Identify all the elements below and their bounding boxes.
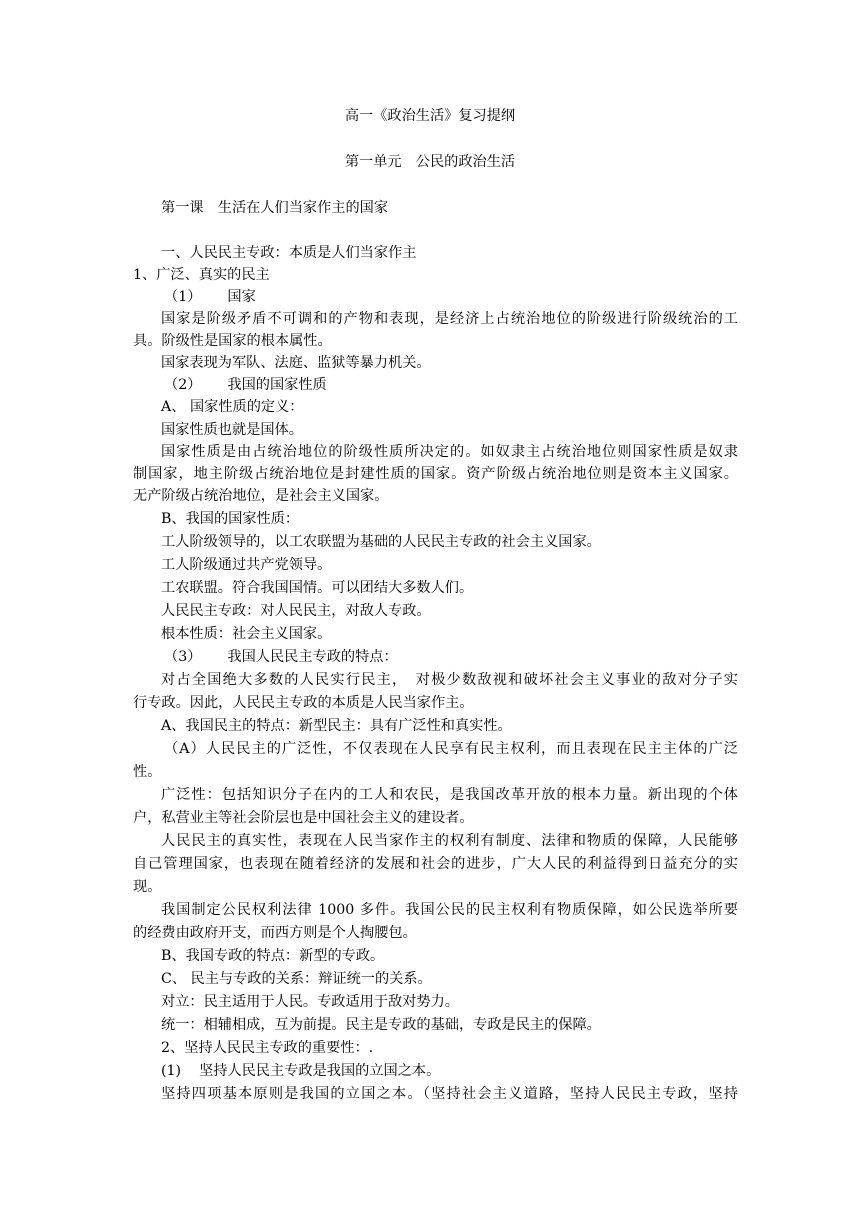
numbered-heading bbox=[164, 647, 769, 667]
paragraph-line: 广泛性：包括知识分子在内的工人和农民，是我国改革开放的根本力量。新出现的个体 bbox=[161, 787, 738, 803]
item-label: 我国人民民主专政的特点： bbox=[227, 649, 398, 665]
paragraph-line: 具。阶级性是国家的根本属性。 bbox=[133, 333, 332, 349]
paragraph-line: A、 国家性质的定义： bbox=[161, 399, 304, 415]
paragraph-line: 工农联盟。符合我国国情。可以团结大多数人们。 bbox=[161, 580, 474, 596]
paragraph-line: 国家表现为军队、法庭、监狱等暴力机关。 bbox=[161, 355, 431, 371]
item-label: 坚持人民民主专政是我国的立国之本。 bbox=[199, 1063, 441, 1079]
section-heading: 一、人民民主专政：本质是人们当家作主 bbox=[161, 245, 417, 261]
document-title: 高一《政治生活》复习提纲 bbox=[344, 108, 516, 124]
paragraph-line: A、我国民主的特点：新型民主：具有广泛性和真实性。 bbox=[161, 718, 512, 734]
paragraph-line: 人民民主专政：对人民民主，对敌人专政。 bbox=[161, 603, 431, 619]
paragraph-line: 国家性质是由占统治地位的阶级性质所决定的。如奴隶主占统治地位则国家性质是奴隶 bbox=[161, 444, 738, 460]
paragraph-line: （A）人民民主的广泛性，不仅表现在人民享有民主权利，而且表现在民主主体的广泛 bbox=[164, 741, 738, 757]
paragraph-line: 工人阶级通过共产党领导。 bbox=[161, 557, 332, 573]
item-label: 国家 bbox=[227, 289, 256, 305]
paragraph-line: 对占全国绝大多数的人民实行民主， 对极少数敌视和破坏社会主义事业的敌对分子实 bbox=[161, 672, 738, 688]
paragraph-line: 对立：民主适用于人民。专政适用于敌对势力。 bbox=[161, 994, 459, 1010]
paragraph-line: 现。 bbox=[133, 879, 162, 895]
paragraph-line: 坚持四项基本原则是我国的立国之本。（坚持社会主义道路，坚持人民民主专政，坚持 bbox=[161, 1086, 738, 1102]
paragraph-line: 无产阶级占统治地位，是社会主义国家。 bbox=[133, 488, 389, 504]
subsection-heading: 1、广泛、真实的民主 bbox=[133, 267, 270, 283]
paragraph-line: 2、坚持人民民主专政的重要性：. bbox=[161, 1040, 374, 1056]
item-number: (1) bbox=[161, 1063, 182, 1079]
lesson-heading: 第一课 生活在人们当家作主的国家 bbox=[161, 200, 389, 216]
paragraph-line: 统一：相辅相成，互为前提。民主是专政的基础，专政是民主的保障。 bbox=[161, 1017, 601, 1033]
paragraph-line: 行专政。因此，人民民主专政的本质是人民当家作主。 bbox=[133, 695, 474, 711]
paragraph-line: 根本性质：社会主义国家。 bbox=[161, 626, 332, 642]
paragraph-line: 户，私营业主等社会阶层也是中国社会主义的建设者。 bbox=[133, 810, 474, 826]
paragraph-line: 制国家，地主阶级占统治地位是封建性质的国家。资产阶级占统治地位则是资本主义国家。 bbox=[133, 466, 738, 482]
item-label: 我国的国家性质 bbox=[227, 377, 327, 393]
paragraph-line: B、我国专政的特点：新型的专政。 bbox=[161, 948, 385, 964]
paragraph-line: 自己管理国家，也表现在随着经济的发展和社会的进步，广大人民的利益得到日益充分的实 bbox=[133, 856, 738, 872]
paragraph-line: 国家性质也就是国体。 bbox=[161, 422, 303, 438]
item-number: （2） bbox=[164, 377, 202, 393]
numbered-heading bbox=[164, 287, 769, 307]
paragraph-line: 我国制定公民权利法律 1000 多件。我国公民的民主权利有物质保障，如公民选举所要 bbox=[161, 902, 738, 918]
paragraph-line: C、 民主与专政的关系：辩证统一的关系。 bbox=[161, 971, 432, 987]
unit-heading: 第一单元 公民的政治生活 bbox=[344, 154, 516, 170]
numbered-heading bbox=[164, 375, 769, 395]
paragraph-line: 国家是阶级矛盾不可调和的产物和表现，是经济上占统治地位的阶级进行阶级统治的工 bbox=[161, 311, 738, 327]
paragraph-line: B、我国的国家性质： bbox=[161, 511, 300, 527]
numbered-heading bbox=[161, 1061, 766, 1081]
paragraph-line: 工人阶级领导的，以工农联盟为基础的人民民主专政的社会主义国家。 bbox=[161, 534, 601, 550]
paragraph-line: 人民民主的真实性，表现在人民当家作主的权利有制度、法律和物质的保障，人民能够 bbox=[161, 833, 738, 849]
item-number: （1） bbox=[164, 289, 202, 305]
item-number: （3） bbox=[164, 649, 202, 665]
paragraph-line: 的经费由政府开支，而西方则是个人掏腰包。 bbox=[133, 925, 417, 941]
paragraph-line: 性。 bbox=[133, 764, 162, 780]
